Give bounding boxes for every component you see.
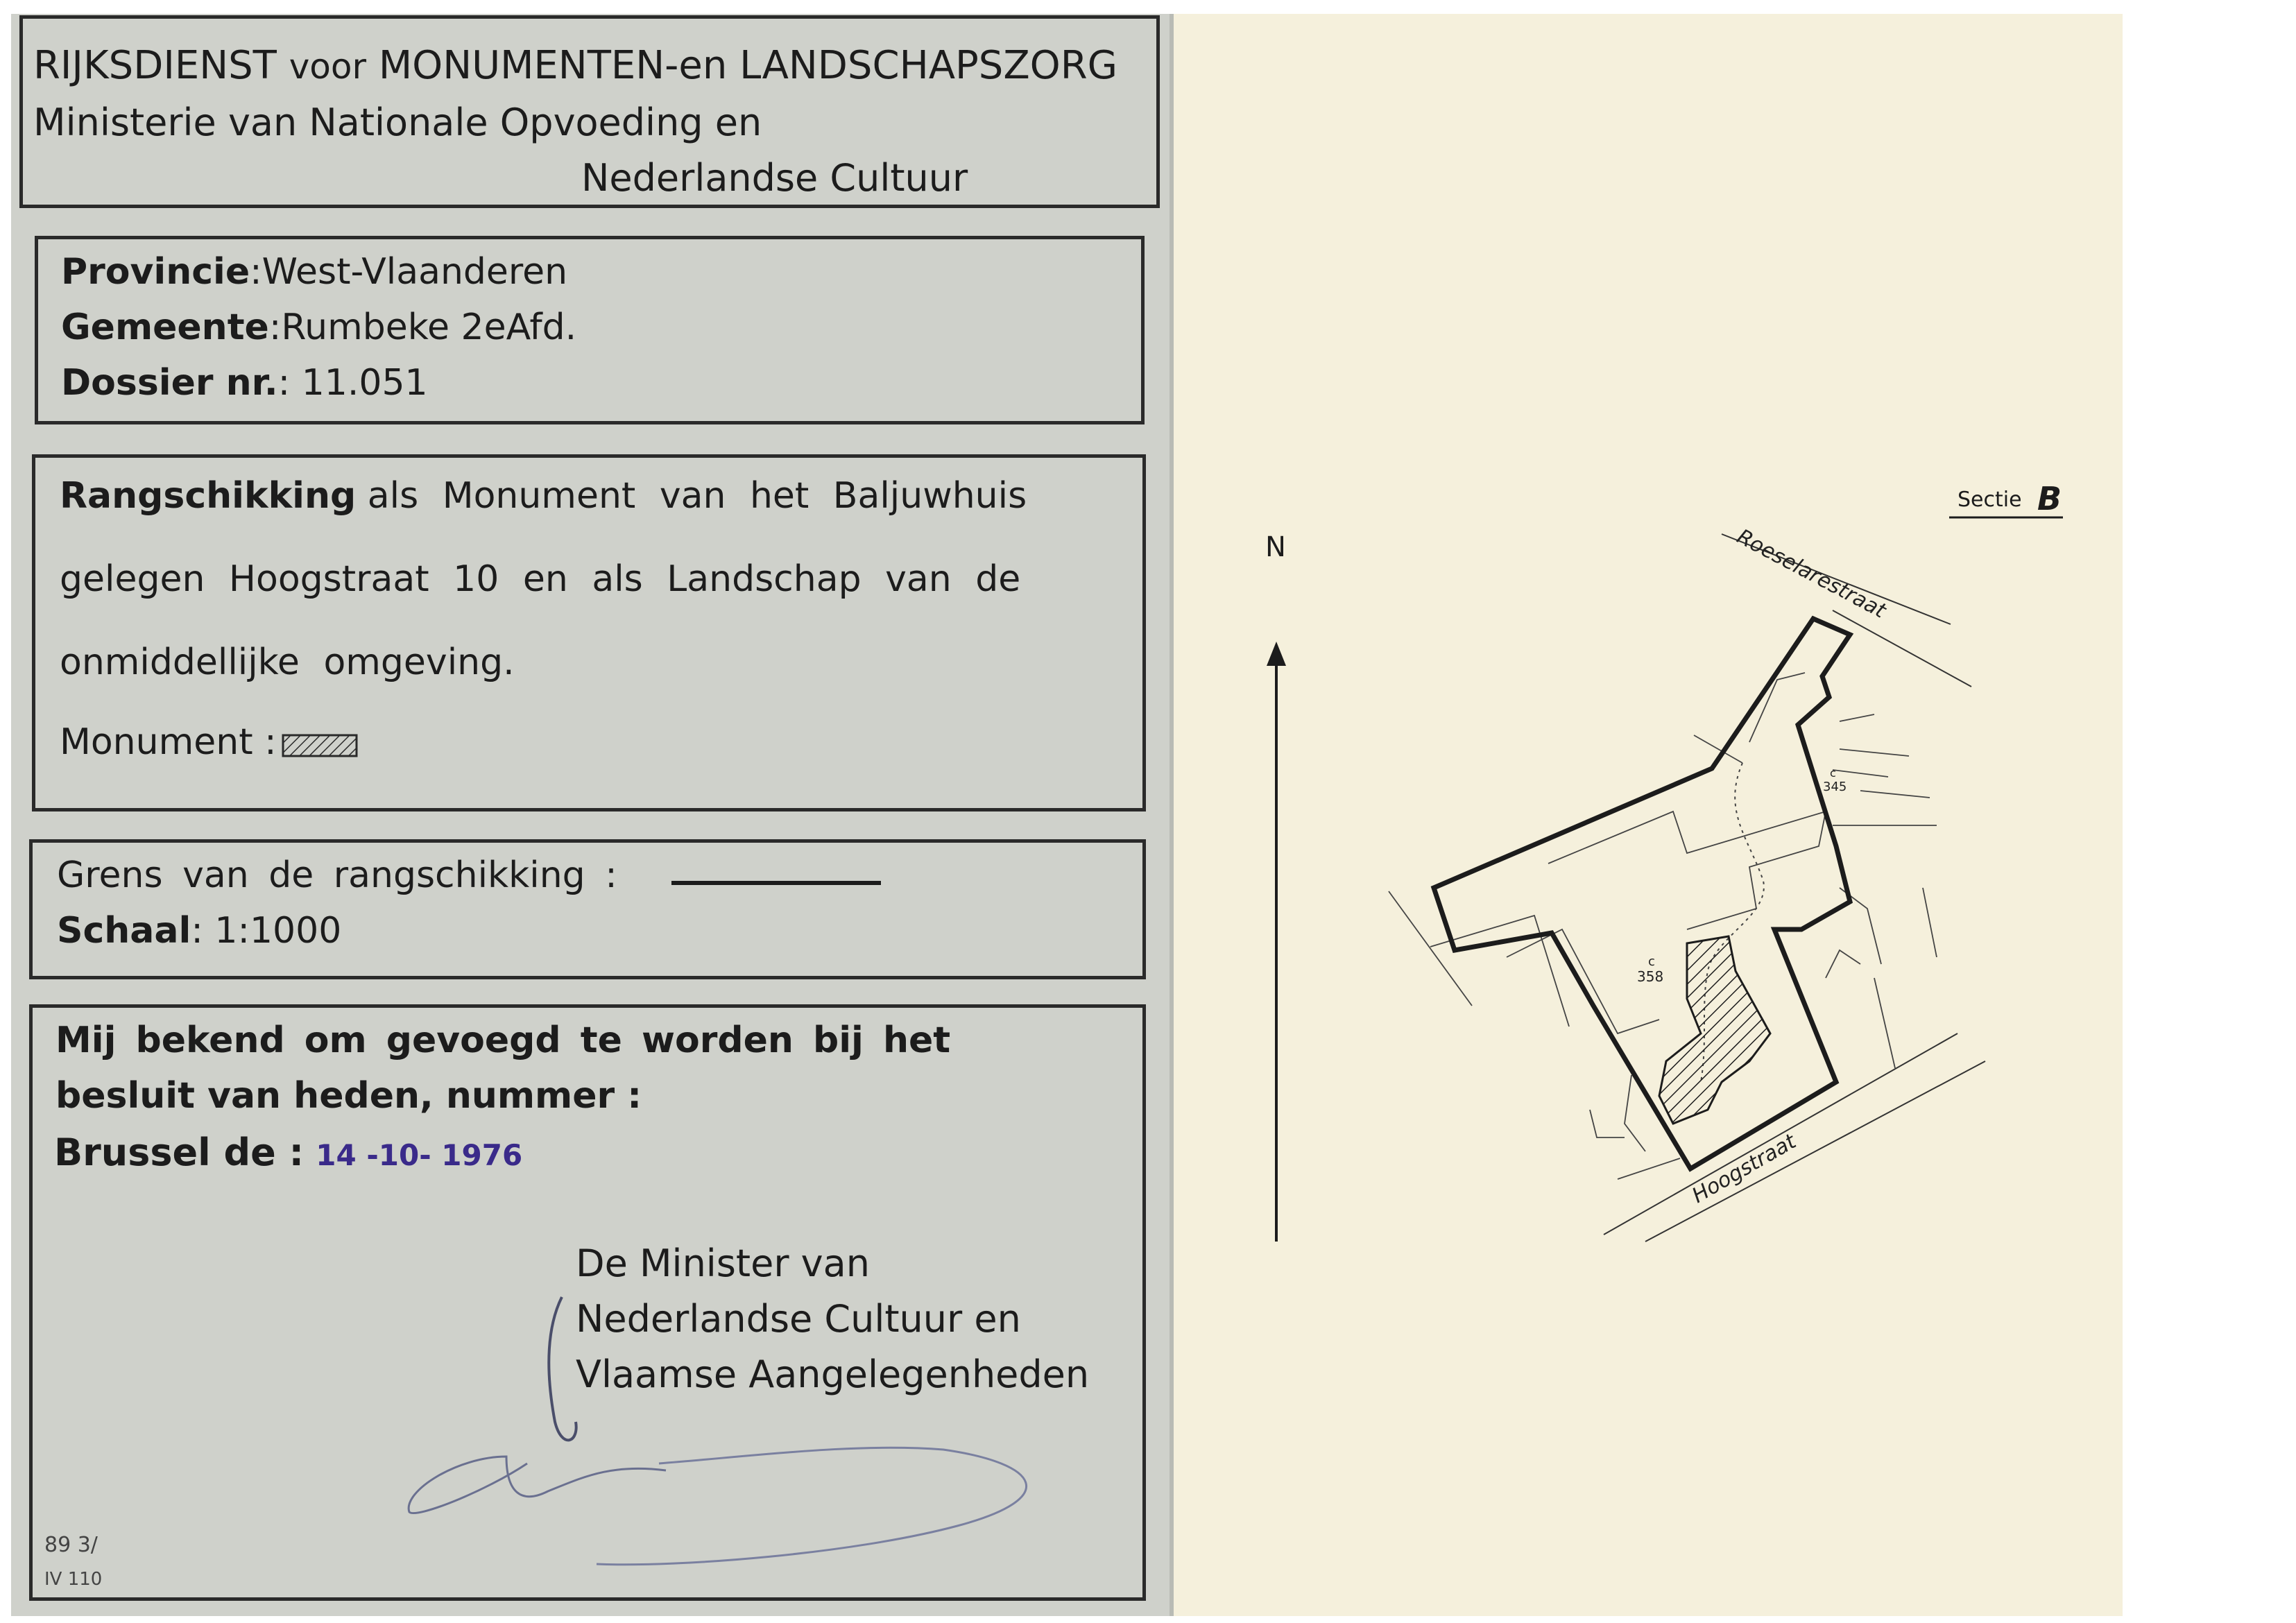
- north-label: N: [1265, 531, 1286, 563]
- signatory-line-1: De Minister van: [576, 1242, 870, 1285]
- hatch-swatch: [282, 734, 358, 759]
- gemeente-value: :Rumbeke 2eAfd.: [268, 307, 577, 348]
- margin-note-1: 89 3/: [44, 1533, 98, 1557]
- provincie-label: Provincie: [61, 251, 250, 293]
- street-label-roeselarestraat: Roeselarestraat: [1733, 524, 1890, 624]
- agency-line: [33, 43, 1117, 88]
- decision-line-2: besluit van heden, nummer :: [55, 1075, 642, 1117]
- provincie-row: [61, 251, 567, 293]
- monument-building: [1659, 936, 1770, 1124]
- cadastral-map: [1174, 14, 2123, 1616]
- signatory-line-3: Vlaamse Aangelegenheden: [576, 1352, 1090, 1396]
- provincie-value: :West-Vlaanderen: [250, 251, 568, 293]
- agency-voor: voor: [289, 46, 367, 87]
- date-stamp: 14 -10- 1976: [316, 1138, 523, 1172]
- agency-name: RIJKSDIENST: [33, 43, 277, 88]
- north-arrow-icon: [1267, 642, 1286, 666]
- classification-text-1: als Monument van het Baljuwhuis: [367, 475, 1027, 517]
- classification-label: Rangschikking: [60, 475, 357, 517]
- handwritten-signature: [402, 1283, 1082, 1574]
- agency-subject: MONUMENTEN-en LANDSCHAPSZORG: [378, 43, 1118, 88]
- gemeente-label: Gemeente: [61, 307, 269, 348]
- decision-line-1: Mij bekend om gevoegd te worden bij het: [55, 1020, 951, 1061]
- signatory-line-2: Nederlandse Cultuur en: [576, 1297, 1021, 1341]
- classification-line-3: onmiddellijke omgeving.: [60, 642, 515, 683]
- scale-row: [57, 910, 341, 952]
- scale-value: : 1:1000: [191, 910, 342, 952]
- section-label: Sectie: [1957, 488, 2022, 512]
- monument-legend-label: Monument :: [60, 721, 277, 763]
- ministry-culture-line: Nederlandse Cultuur: [581, 156, 968, 200]
- street-edge: [1833, 610, 1971, 687]
- brussel-row: [54, 1131, 522, 1174]
- gemeente-row: [61, 307, 576, 348]
- classification-line-1: [60, 475, 1027, 517]
- scale-label: Schaal: [57, 910, 191, 952]
- boundary-row: [57, 855, 617, 896]
- classification-boundary: [1434, 619, 1850, 1169]
- brussel-label: Brussel de :: [54, 1131, 305, 1174]
- parcel-number: 358: [1637, 968, 1664, 985]
- section-value: B: [2037, 480, 2062, 517]
- parcel-letter: c: [1648, 954, 1655, 969]
- boundary-label: Grens van de rangschikking :: [57, 855, 617, 896]
- ministry-line: Ministerie van Nationale Opvoeding en: [33, 101, 762, 144]
- dossier-value: : 11.051: [277, 362, 428, 404]
- monument-legend: [60, 721, 277, 763]
- boundary-line-sample: [671, 881, 881, 885]
- parcel-letter: c: [1830, 766, 1836, 780]
- street-label-hoogstraat: Hoogstraat: [1688, 1129, 1801, 1208]
- dossier-label: Dossier nr.: [61, 362, 278, 404]
- margin-note-2: IV 110: [44, 1569, 103, 1590]
- dossier-row: [61, 362, 428, 404]
- parcel-number: 345: [1823, 780, 1847, 794]
- classification-line-2: gelegen Hoogstraat 10 en als Landschap van de: [60, 558, 1021, 600]
